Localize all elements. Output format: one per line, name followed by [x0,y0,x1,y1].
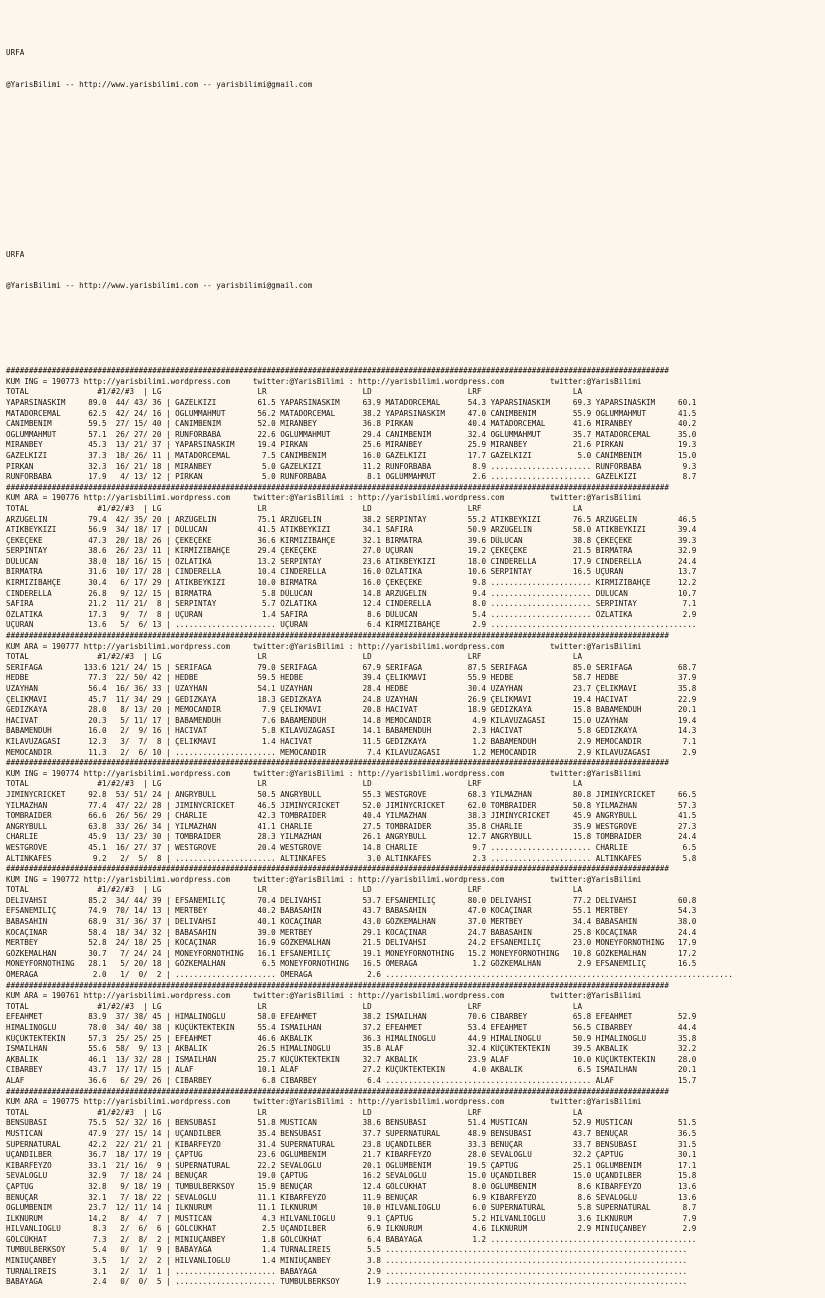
header-block-1 [6,27,825,112]
horse-row: UÇURAN 13.6 5/ 6/ 13 | ...................... UÇURAN 6.4 KIRMIZIBAHÇE 2.9 ............................................. [6,620,697,630]
horse-row: KOCAÇINAR 58.4 18/ 34/ 32 | BABASAHIN 39.0 MERTBEY 29.1 KOCAÇINAR 24.7 BABASAHIN 25.8 KOCAÇINAR 24.4 [6,927,697,937]
horse-row: YILMAZHAN 77.4 47/ 22/ 28 | JIMINYCRICKET 46.5 JIMINYCRICKET 52.0 JIMINYCRICKET 62.0 TOMBRAIDER 50.8 YILMAZHAN 57.3 [6,800,697,810]
horse-row: CINDERELLA 26.8 9/ 12/ 15 | BIRMATRA 5.8 DÜLUCAN 14.8 ARZUGELIN 9.4 ...................... DÜLUCAN 10.7 [6,588,697,598]
horse-row: MATADORCEMAL 62.5 42/ 24/ 16 | OGLUMMAHMUT 56.2 MATADORCEMAL 38.2 YAPARSINASKIM 47.0 CANIMBENIM 55.9 OGLUMMAHMUT 41.5 [6,408,697,418]
race-header-line[interactable]: KUM ING = 190773 http://yarisbilimi.wordpress.com twitter:@YarisBilimi : http://yarisbilimi.wordpress.com twitter:@YarisBilimi [6,376,642,386]
horse-row: BIRMATRA 31.6 10/ 17/ 28 | CINDERELLA 10.4 CINDERELLA 16.0 ÖZLATIKA 10.6 SERPINTAY 16.5 UÇURAN 13.7 [6,567,697,577]
horse-row: GEDIZKAYA 28.0 8/ 13/ 20 | MEMOCANDIR 7.9 ÇELIKMAVI 20.8 HACIVAT 18.9 GEDIZKAYA 15.8 BABAMENDUH 20.1 [6,705,697,715]
horse-row: EFEAHMET 83.9 37/ 38/ 45 | HIMALINOGLU 58.0 EFEAHMET 38.2 ISMAILHAN 70.6 CIBARBEY 65.8 EFEAHMET 52.9 [6,1012,697,1022]
horse-row: ÖMERAGA 2.0 1/ 0/ 2 | ...................... ÖMERAGA 2.6 ............................................................................ [6,970,733,980]
horse-row: HACIVAT 20.3 5/ 11/ 17 | BABAMENDUH 7.6 BABAMENDUH 14.8 MEMOCANDIR 4.9 KILAVUZAGASI 15.0 UZAYHAN 19.4 [6,715,697,725]
header-title: URFA [6,48,25,58]
blank-line [6,133,825,144]
race-section [6,642,825,759]
header-contact-line[interactable]: @YarisBilimi -- http://www.yarisbilimi.com -- yarisbilimi@gmail.com [6,281,313,291]
horse-row: MUSTICAN 47.9 27/ 15/ 14 | UÇANDILBER 35.4 BENSUBASI 37.7 SUPERNATURAL 48.9 BENSUBASI 43.7 BENUÇAR 36.5 [6,1128,697,1138]
race-header-line[interactable]: KUM ARA = 190777 http://yarisbilimi.wordpress.com twitter:@YarisBilimi : http://yarisbilimi.wordpress.com twitter:@YarisBilimi [6,641,642,651]
horse-row: GAZELKIZI 37.3 18/ 26/ 11 | MATADORCEMAL 7.5 CANIMBENIM 16.0 GAZELKIZI 17.7 GAZELKIZI 5.0 CANIMBENIM 15.0 [6,450,697,460]
section-separator: ################################################################################################################################################# [6,864,669,874]
horse-row: TOMBRAIDER 66.6 26/ 56/ 29 | CHARLIE 42.3 TOMBRAIDER 40.4 YILMAZHAN 38.3 JIMINYCRICKET 45.9 ANGRYBULL 41.5 [6,811,697,821]
race-section [6,875,825,981]
column-header-line: TOTAL #1/#2/#3 | LG LR LD LRF LA [6,1107,583,1117]
horse-row: OGLUMMAHMUT 57.1 26/ 27/ 20 | RUNFORBABA 22.6 OGLUMMAHMUT 29.4 CANIMBENIM 32.4 OGLUMMAHMUT 35.7 MATADORCEMAL 35.0 [6,429,697,439]
horse-row: EFSANEMILIÇ 74.9 70/ 14/ 13 | MERTBEY 40.2 BABASAHIN 43.7 BABASAHIN 47.0 KOCAÇINAR 55.1 MERTBEY 54.3 [6,906,697,916]
horse-row: SERPINTAY 38.6 26/ 23/ 11 | KIRMIZIBAHÇE 29.4 ÇEKEÇEKE 27.0 UÇURAN 19.2 ÇEKEÇEKE 21.5 BIRMATRA 32.9 [6,546,697,556]
horse-row: KIRMIZIBAHÇE 30.4 6/ 17/ 29 | ATIKBEYKIZI 10.0 BIRMATRA 16.0 ÇEKEÇEKE 9.8 ...................... KIRMIZIBAHÇE 12.2 [6,578,697,588]
column-header-line: TOTAL #1/#2/#3 | LG LR LD LRF LA [6,1001,583,1011]
horse-row: GÖZKEMALHAN 30.7 7/ 24/ 24 | MONEYFORNOTHING 16.1 EFSANEMILIÇ 19.1 MONEYFORNOTHING 15.2 MONEYFORNOTHING 10.8 GÖZKEMALHAN 17.2 [6,948,697,958]
horse-row: ILKNURUM 14.2 8/ 4/ 7 | MUSTICAN 4.3 HILVANLIOGLU 9.1 ÇAPTUG 5.2 HILVANLIOGLU 3.6 ILKNURUM 7.9 [6,1213,697,1223]
horse-row: ALTINKAFES 9.2 2/ 5/ 8 | ...................... ALTINKAFES 3.0 ALTINKAFES 2.3 ...................... ALTINKAFES 5.8 [6,853,697,863]
horse-row: YAPARSINASKIM 89.0 44/ 43/ 36 | GAZELKIZI 61.5 YAPARSINASKIM 63.9 MATADORCEMAL 54.3 YAPARSINASKIM 69.3 YAPARSINASKIM 60.1 [6,397,697,407]
header-block-2 [6,228,825,313]
horse-row: HILVANLIOGLU 8.3 2/ 6/ 6 | GÖLCÜKHAT 2.5 UÇANDILBER 6.9 ILKNURUM 4.6 ILKNURUM 2.9 MINIUÇANBEY 2.9 [6,1224,697,1234]
horse-row: TUMBULBERKSOY 5.4 0/ 1/ 9 | BABAYAGA 1.4 TURNALIREIS 5.5 .................................................................. [6,1245,688,1255]
horse-row: ALAF 36.6 6/ 29/ 26 | CIBARBEY 6.8 CIBARBEY 6.4 ............................................. ALAF 15.7 [6,1075,697,1085]
horse-row: BABAYAGA 2.4 0/ 0/ 5 | ...................... TUMBULBERKSOY 1.9 .................................................................. [6,1277,688,1287]
horse-row: DELIVAHSI 85.2 34/ 44/ 39 | EFSANEMILIÇ 70.4 DELIVAHSI 53.7 EFSANEMILIÇ 80.0 DELIVAHSI 77.2 DELIVAHSI 60.8 [6,895,697,905]
horse-row: HIMALINOGLU 78.0 34/ 40/ 38 | KÜÇÜKTEKTEKIN 55.4 ISMAILHAN 37.2 EFEAHMET 53.4 EFEAHMET 56.5 CIBARBEY 44.4 [6,1023,697,1032]
horse-row: SERIFAGA 133.6 121/ 24/ 15 | SERIFAGA 79.0 SERIFAGA 67.9 SERIFAGA 87.5 SERIFAGA 85.0 SERIFAGA 68.7 [6,662,697,672]
race-header-line[interactable]: KUM ARA = 190775 http://yarisbilimi.wordpress.com twitter:@YarisBilimi : http://yarisbilimi.wordpress.com twitter:@YarisBilimi [6,1097,642,1107]
horse-row: BENSUBASI 75.5 52/ 32/ 16 | BENSUBASI 51.8 MUSTICAN 38.6 BENSUBASI 51.4 MUSTICAN 52.9 MUSTICAN 51.5 [6,1118,697,1128]
column-header-line: TOTAL #1/#2/#3 | LG LR LD LRF LA [6,503,583,513]
horse-row: ARZUGELIN 79.4 42/ 35/ 20 | ARZUGELIN 75.1 ARZUGELIN 38.2 SERPINTAY 55.2 ATIKBEYKIZI 76.5 ARZUGELIN 46.5 [6,514,697,524]
column-header-line: TOTAL #1/#2/#3 | LG LR LD LRF LA [6,885,583,895]
section-separator: ################################################################################################################################################# [6,1086,669,1096]
race-header-line[interactable]: KUM ING = 190772 http://yarisbilimi.wordpress.com twitter:@YarisBilimi : http://yarisbilimi.wordpress.com twitter:@YarisBilimi [6,874,642,884]
horse-row: KÜÇÜKTEKTEKIN 57.3 25/ 25/ 25 | EFEAHMET 46.6 AKBALIK 36.3 HIMALINOGLU 44.9 HIMALINOGLU 50.9 HIMALINOGLU 35.8 [6,1033,697,1043]
horse-row: SUPERNATURAL 42.2 22/ 21/ 21 | KIBARFEYZO 31.4 SUPERNATURAL 23.8 UÇANDILBER 33.3 BENUÇAR 33.7 BENSUBASI 31.5 [6,1139,697,1149]
header-title: URFA [6,249,25,259]
race-section [6,991,825,1086]
horse-row: CANIMBENIM 59.5 27/ 15/ 40 | CANIMBENIM 52.0 MIRANBEY 36.8 PIRKAN 40.4 MATADORCEMAL 41.6 MIRANBEY 40.2 [6,419,697,429]
horse-row: ÇAPTUG 32.8 9/ 18/ 19 | TUMBULBERKSOY 15.9 BENUÇAR 12.4 GÖLCÜKHAT 8.0 OGLUMBENIM 8.6 KIBARFEYZO 13.6 [6,1181,697,1191]
race-header-line[interactable]: KUM ARA = 190776 http://yarisbilimi.wordpress.com twitter:@YarisBilimi : http://yarisbilimi.wordpress.com twitter:@YarisBilimi [6,493,642,503]
horse-row: JIMINYCRICKET 92.8 53/ 51/ 24 | ANGRYBULL 50.5 ANGRYBULL 55.3 WESTGROVE 68.3 YILMAZHAN 80.8 JIMINYCRICKET 66.5 [6,789,697,799]
blank-line [6,197,825,208]
section-separator: ################################################################################################################################################# [6,758,669,768]
horse-row: MONEYFORNOTHING 28.1 5/ 20/ 18 | GÖZKEMALHAN 6.5 MONEYFORNOTHING 16.5 ÖMERAGA 1.2 GÖZKEMALHAN 2.9 EFSANEMILIÇ 16.5 [6,959,697,969]
horse-row: GÖLCÜKHAT 7.3 2/ 8/ 2 | MINIUÇANBEY 1.8 GÖLCÜKHAT 6.4 BABAYAGA 1.2 ............................................. [6,1234,697,1244]
column-header-line: TOTAL #1/#2/#3 | LG LR LD LRF LA [6,779,583,789]
race-header-line[interactable]: KUM ING = 190774 http://yarisbilimi.wordpress.com twitter:@YarisBilimi : http://yarisbilimi.wordpress.com twitter:@YarisBilimi [6,768,642,778]
horse-row: ÇELIKMAVI 45.7 11/ 34/ 29 | GEDIZKAYA 18.3 GEDIZKAYA 24.8 UZAYHAN 26.9 ÇELIKMAVI 19.4 HACIVAT 22.9 [6,694,697,704]
horse-row: UÇANDILBER 36.7 18/ 17/ 19 | ÇAPTUG 23.6 OGLUMBENIM 21.7 KIBARFEYZO 28.0 SEVALOGLU 32.2 ÇAPTUG 30.1 [6,1150,697,1160]
horse-row: UZAYHAN 56.4 16/ 36/ 33 | UZAYHAN 54.1 UZAYHAN 28.4 HEDBE 30.4 UZAYHAN 23.7 ÇELIKMAVI 35.8 [6,684,697,693]
horse-row: MERTBEY 52.8 24/ 18/ 25 | KOCAÇINAR 16.9 GÖZKEMALHAN 21.5 DELIVAHSI 24.2 EFSANEMILIÇ 23.0 MONEYFORNOTHING 17.9 [6,938,697,948]
horse-row: AKBALIK 46.1 13/ 32/ 28 | ISMAILHAN 25.7 KÜÇÜKTEKTEKIN 32.7 AKBALIK 23.9 ALAF 10.0 KÜÇÜKTEKTEKIN 28.0 [6,1054,697,1064]
horse-row: DÜLUCAN 38.0 18/ 16/ 15 | ÖZLATIKA 13.2 SERPINTAY 23.6 ATIKBEYKIZI 18.0 CINDERELLA 17.9 CINDERELLA 24.4 [6,556,697,566]
column-header-line: TOTAL #1/#2/#3 | LG LR LD LRF LA [6,387,583,397]
race-section [6,493,825,631]
horse-row: OGLUMBENIM 23.7 12/ 11/ 14 | ILKNURUM 11.1 ILKNURUM 10.0 HILVANLIOGLU 6.0 SUPERNATURAL 5.8 SUPERNATURAL 8.7 [6,1203,697,1213]
horse-row: ÇEKEÇEKE 47.3 20/ 18/ 26 | ÇEKEÇEKE 36.6 KIRMIZIBAHÇE 32.1 BIRMATRA 39.6 DÜLUCAN 38.8 ÇEKEÇEKE 39.3 [6,535,697,545]
horse-row: RUNFORBABA 17.9 4/ 13/ 12 | PIRKAN 5.0 RUNFORBABA 8.1 OGLUMMAHMUT 2.6 ...................... GAZELKIZI 8.7 [6,472,697,482]
race-header-line[interactable]: KUM ARA = 190761 http://yarisbilimi.wordpress.com twitter:@YarisBilimi : http://yarisbilimi.wordpress.com twitter:@YarisBilimi [6,991,642,1001]
horse-row: HEDBE 77.3 22/ 50/ 42 | HEDBE 59.5 HEDBE 39.4 ÇELIKMAVI 55.9 HEDBE 58.7 HEDBE 37.9 [6,673,697,683]
race-section [6,1097,825,1288]
horse-row: BENUÇAR 32.1 7/ 18/ 22 | SEVALOGLU 11.1 KIBARFEYZO 11.9 BENUÇAR 6.9 KIBARFEYZO 8.6 SEVALOGLU 13.6 [6,1192,697,1202]
horse-row: BABASAHIN 68.9 31/ 36/ 37 | DELIVAHSI 40.1 KOCAÇINAR 43.0 GÖZKEMALHAN 37.0 MERTBEY 34.4 BABASAHIN 38.0 [6,917,697,927]
horse-row: BABAMENDUH 16.0 2/ 9/ 16 | HACIVAT 5.8 KILAVUZAGASI 14.1 BABAMENDUH 2.3 HACIVAT 5.8 GEDIZKAYA 14.3 [6,726,697,736]
section-separator: ################################################################################################################################################# [6,482,669,492]
horse-row: WESTGROVE 45.1 16/ 27/ 37 | WESTGROVE 20.4 WESTGROVE 14.8 CHARLIE 9.7 ...................... CHARLIE 6.5 [6,842,697,852]
section-separator: ################################################################################################################################################# [6,366,669,376]
horse-row: CHARLIE 45.9 13/ 23/ 30 | TOMBRAIDER 28.3 YILMAZHAN 26.1 ANGRYBULL 12.7 ANGRYBULL 15.8 TOMBRAIDER 24.4 [6,832,697,842]
section-separator: ################################################################################################################################################# [6,631,669,641]
horse-row: SAFIRA 21.2 11/ 21/ 8 | SERPINTAY 5.7 ÖZLATIKA 12.4 CINDERELLA 8.0 ...................... SERPINTAY 7.1 [6,599,697,609]
horse-row: ATIKBEYKIZI 56.9 34/ 18/ 17 | DÜLUCAN 41.5 ATIKBEYKIZI 34.1 SAFIRA 50.9 ARZUGELIN 58.0 ATIKBEYKIZI 39.4 [6,525,697,535]
horse-row: KIBARFEYZO 33.1 21/ 16/ 9 | SUPERNATURAL 22.2 SEVALOGLU 20.1 OGLUMBENIM 19.5 ÇAPTUG 25.1 OGLUMBENIM 17.1 [6,1160,697,1170]
horse-row: MINIUÇANBEY 3.5 1/ 2/ 2 | HILVANLIOGLU 1.4 MINIUÇANBEY 3.8 .................................................................. [6,1256,688,1266]
horse-row: MIRANBEY 45.3 13/ 21/ 37 | YAPARSINASKIM 19.4 PIRKAN 25.6 MIRANBEY 25.9 MIRANBEY 21.6 PIRKAN 19.3 [6,440,697,450]
race-section [6,769,825,864]
blank-line [6,334,825,345]
horse-row: ISMAILHAN 55.6 58/ 9/ 13 | AKBALIK 26.5 HIMALINOGLU 35.8 ALAF 32.4 KÜÇÜKTEKTEKIN 39.5 AKBALIK 32.2 [6,1044,697,1054]
header-contact-line[interactable]: @YarisBilimi -- http://www.yarisbilimi.com -- yarisbilimi@gmail.com [6,80,313,90]
horse-row: KILAVUZAGASI 12.3 3/ 7/ 8 | ÇELIKMAVI 1.4 HACIVAT 11.5 GEDIZKAYA 1.2 BABAMENDUH 2.9 MEMOCANDIR 7.1 [6,736,697,746]
race-sections [6,366,825,1288]
horse-row: MEMOCANDIR 11.3 2/ 6/ 10 | ...................... MEMOCANDIR 7.4 KILAVUZAGASI 1.2 MEMOCANDIR 2.9 KILAVUZAGASI 2.9 [6,747,697,757]
horse-row: ANGRYBULL 63.8 33/ 26/ 34 | YILMAZHAN 41.1 CHARLIE 27.5 TOMBRAIDER 35.8 CHARLIE 35.9 WESTGROVE 27.3 [6,821,697,831]
horse-row: ÖZLATIKA 17.3 9/ 7/ 8 | UÇURAN 1.4 SAFIRA 8.6 DÜLUCAN 5.4 ...................... ÖZLATIKA 2.9 [6,609,697,619]
race-section [6,377,825,483]
horse-row: TURNALIREIS 3.1 2/ 1/ 1 | ...................... BABAYAGA 2.9 .................................................................. [6,1266,688,1276]
column-header-line: TOTAL #1/#2/#3 | LG LR LD LRF LA [6,652,583,662]
blank-line [6,165,825,176]
section-separator: ################################################################################################################################################# [6,980,669,990]
horse-row: SEVALOGLU 32.9 7/ 18/ 24 | BENUÇAR 19.0 ÇAPTUG 16.2 SEVALOGLU 15.0 UÇANDILBER 15.0 UÇANDILBER 15.8 [6,1171,697,1181]
horse-row: PIRKAN 32.3 16/ 21/ 18 | MIRANBEY 5.0 GAZELKIZI 11.2 RUNFORBABA 8.9 ...................... RUNFORBABA 9.3 [6,461,697,471]
horse-row: CIBARBEY 43.7 17/ 17/ 15 | ALAF 10.1 ALAF 27.2 KÜÇÜKTEKTEKIN 4.0 AKBALIK 6.5 ISMAILHAN 20.1 [6,1065,697,1075]
